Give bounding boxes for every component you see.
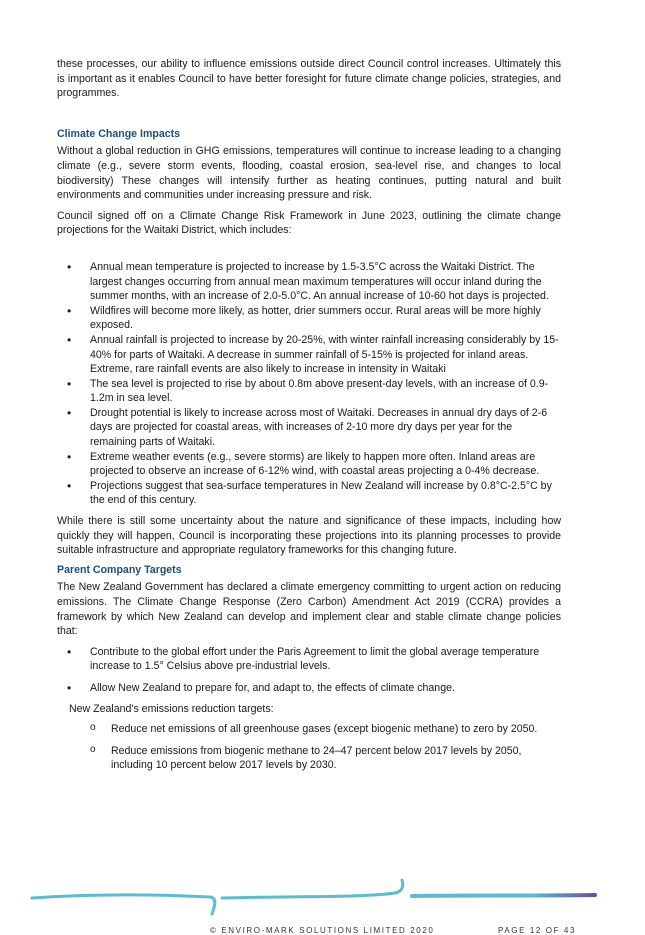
targets-subheading: New Zealand's emissions reduction targets: bbox=[69, 702, 274, 715]
list-item: • Drought potential is likely to increase across most of Waitaki. Decreases in annual dry days of 2-6 days are projected for coastal areas, with increases of 2-10 more dry days per year for the remaining parts of Waitaki. bbox=[57, 406, 561, 450]
list-item: o Reduce net emissions of all greenhouse gases (except biogenic methane) to zero by 2050. bbox=[57, 722, 561, 737]
impacts-paragraph-2: Council signed off on a Climate Change Risk Framework in June 2023, outlining the climate change projections for the Waitaki District, which includes: bbox=[57, 209, 561, 237]
targets-list bbox=[57, 645, 561, 696]
footer-wave-graphic bbox=[30, 872, 600, 922]
page-content bbox=[57, 57, 561, 773]
list-item: • The sea level is projected to rise by about 0.8m above present-day levels, with an increase of 0.9-1.2m in sea level. bbox=[57, 377, 561, 406]
impacts-list bbox=[57, 260, 561, 508]
list-item: • Annual mean temperature is projected to increase by 1.5-3.5°C across the Waitaki District. The largest changes occurring from annual mean maximum temperatures will occur inland during the summer months, with an increase of 2.0-5.0°C. An annual increase of 10-60 hot days is projected. bbox=[57, 260, 561, 304]
impacts-paragraph-1: Without a global reduction in GHG emissions, temperatures will continue to increase leading to a changing climate (e.g., severe storm events, flooding, coastal erosion, sea-level rise, and changes to local biodiversity) These changes will intensify further as heating continues, putting natural and built environments and communities under increasing pressure and risk. bbox=[57, 145, 561, 202]
emissions-targets-list bbox=[57, 722, 561, 773]
impacts-paragraph-3: While there is still some uncertainty about the nature and significance of these impacts, including how quickly they will happen, Council is incorporating these projections into its planning processes to provide suitable infrastructure and appropriate regulatory frameworks for this changing future. bbox=[57, 515, 561, 557]
targets-paragraph-1: The New Zealand Government has declared a climate emergency committing to urgent action on reducing emissions. The Climate Change Response (Zero Carbon) Amendment Act 2019 (CCRA) provides a framework by which New Zealand can develop and implement clear and stable climate change policies that: bbox=[57, 581, 561, 638]
list-item: • Projections suggest that sea-surface temperatures in New Zealand will increase by 0.8°C-2.5°C by the end of this century. bbox=[57, 479, 561, 508]
list-item: • Annual rainfall is projected to increase by 20-25%, with winter rainfall increasing considerably by 15-40% for parts of Waitaki. A decrease in summer rainfall of 5-15% is projected for inland areas. Extreme, rare rainfall events are also likely to increase in intensity in Waitaki bbox=[57, 333, 561, 377]
climate-impacts-heading: Climate Change Impacts bbox=[57, 127, 181, 140]
list-item: • Allow New Zealand to prepare for, and adapt to, the effects of climate change. bbox=[57, 681, 561, 696]
footer-page-number: PAGE 12 OF 43 bbox=[498, 926, 577, 935]
list-item: o Reduce emissions from biogenic methane to 24–47 percent below 2017 levels by 2050, including 10 percent below 2017 levels by 2030. bbox=[57, 744, 561, 773]
list-item: • Wildfires will become more likely, as hotter, drier summers occur. Rural areas will be more highly exposed. bbox=[57, 304, 561, 333]
list-item: • Contribute to the global effort under the Paris Agreement to limit the global average temperature increase to 1.5° Celsius above pre-industrial levels. bbox=[57, 645, 561, 674]
parent-company-targets-heading: Parent Company Targets bbox=[57, 563, 182, 576]
intro-paragraph: these processes, our ability to influence emissions outside direct Council control increases. Ultimately this is important as it enables Council to have better foresight for future climate change policies, strategies, and programmes. bbox=[57, 58, 561, 100]
list-item: • Extreme weather events (e.g., severe storms) are likely to happen more often. Inland areas are projected to observe an increase of 6-12% wind, with coastal areas projecting a 0-4% decrease. bbox=[57, 450, 561, 479]
footer-copyright: © ENVIRO-MARK SOLUTIONS LIMITED 2020 bbox=[210, 926, 435, 935]
